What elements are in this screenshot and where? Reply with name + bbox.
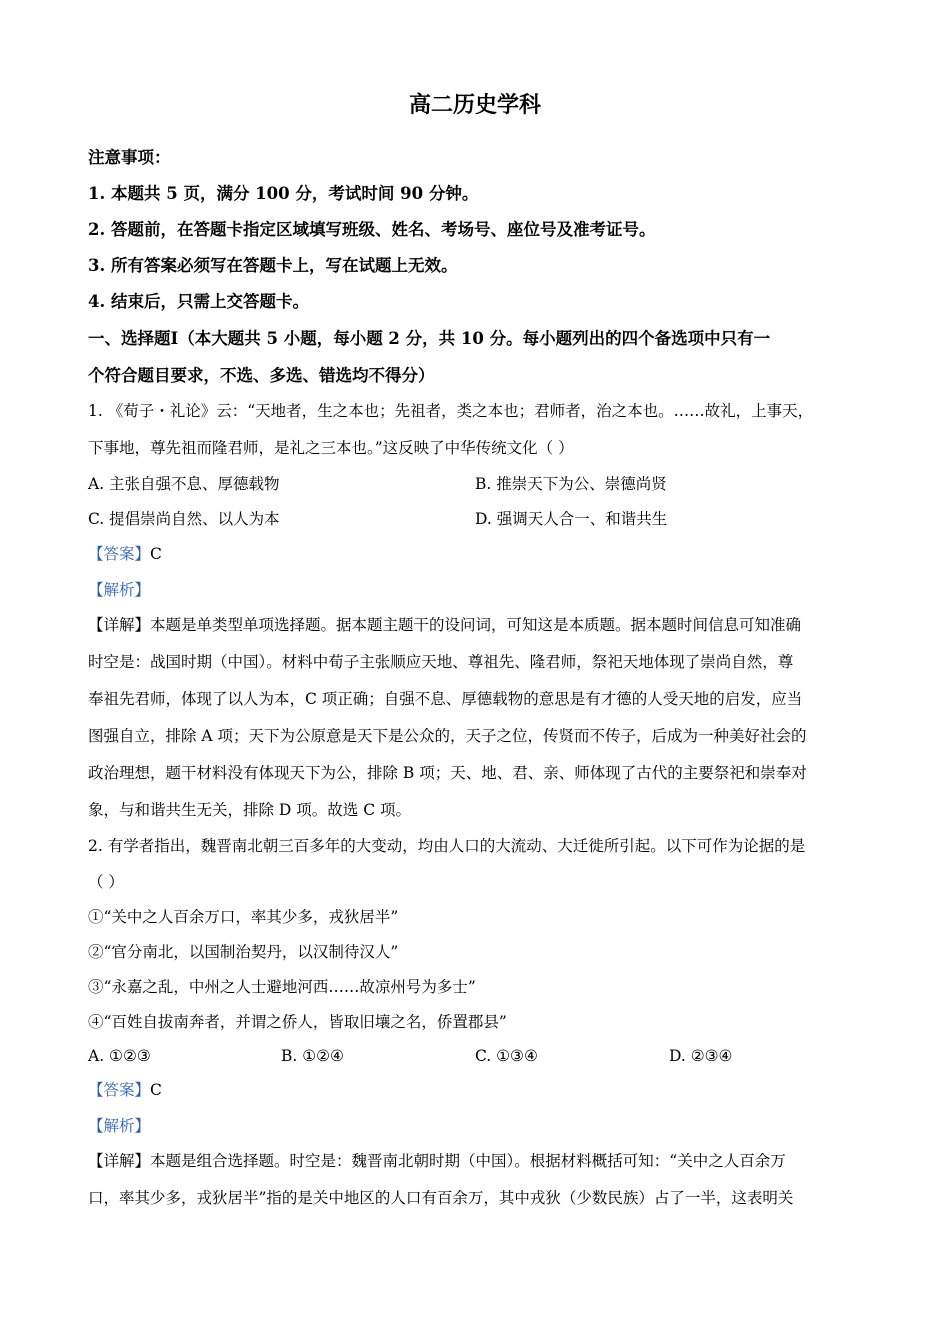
q2-option-b: B. ①②④: [281, 1047, 344, 1065]
q1-detail-line-6: 象，与和谐共生无关，排除 D 项。故选 C 项。: [88, 801, 411, 819]
q1-answer: C: [150, 545, 162, 563]
q2-option-c: C. ①③④: [475, 1047, 538, 1065]
q1-detail-text-1: 本题是单类型单项选择题。据本题主题干的设问词，可知这是本质题。据本题时间信息可知准确: [150, 616, 802, 634]
q2-analysis-tag: 【解析】: [88, 1117, 151, 1135]
q2-item-4: ④“百姓自拔南奔者，并谓之侨人，皆取旧壤之名，侨置郡县”: [88, 1013, 507, 1031]
q2-item-3: ③“永嘉之乱，中州之人士避地河西……故凉州号为多士”: [88, 978, 476, 996]
q2-item-1: ①“关中之人百余万口，率其少多，戎狄居半”: [88, 908, 399, 926]
q1-answer-tag: 【答案】: [88, 545, 151, 563]
q1-detail-line-4: 图强自立，排除 A 项；天下为公原意是天下是公众的，天子之位，传贤而不传子，后成为一种美好社会的: [88, 727, 807, 745]
q1-stem-line-1: 1. 《荀子・礼论》云：“天地者，生之本也；先祖者，类之本也；君师者，治之本也。……故礼，上事天，: [88, 402, 814, 420]
q2-stem-line-1: 2. 有学者指出，魏晋南北朝三百多年的大变动，均由人口的大流动、大迁徙所引起。以下可作为论据的是: [88, 837, 806, 855]
q2-detail-tag: 【详解】: [88, 1152, 151, 1170]
section-heading-line-2: 个符合题目要求，不选、多选、错选均不得分）: [88, 366, 435, 385]
q1-analysis-tag: 【解析】: [88, 581, 151, 599]
q1-detail-line-3: 奉祖先君师，体现了以人为本，C 项正确；自强不息、厚德载物的意思是有才德的人受天地的启发，应当: [88, 690, 803, 708]
q1-option-c: C. 提倡崇尚自然、以人为本: [88, 510, 280, 528]
notice-heading: 注意事项：: [88, 148, 171, 167]
notice-item-1: 1. 本题共 5 页，满分 100 分，考试时间 90 分钟。: [88, 184, 479, 203]
q2-answer-row: [88, 1079, 864, 1101]
q1-detail-line-1: [88, 614, 864, 636]
q1-answer-row: [88, 543, 864, 565]
q1-stem-line-2: 下事地，尊先祖而隆君师，是礼之三本也。”这反映了中华传统文化（ ）: [88, 439, 574, 457]
q2-option-d: D. ②③④: [669, 1047, 733, 1065]
notice-item-4: 4. 结束后，只需上交答题卡。: [88, 292, 309, 311]
q2-answer-tag: 【答案】: [88, 1081, 151, 1099]
q2-option-a: A. ①②③: [88, 1047, 151, 1065]
q1-detail-tag: 【详解】: [88, 616, 151, 634]
q2-stem-line-2: （ ）: [88, 873, 124, 891]
q2-detail-line-2: 口，率其少多，戎狄居半”指的是关中地区的人口有百余万，其中戎狄（少数民族）占了一半，这表明关: [88, 1189, 794, 1207]
section-heading-line-1: 一、选择题Ⅰ（本大题共 5 小题，每小题 2 分，共 10 分。每小题列出的四个备选项中只有一: [88, 329, 771, 348]
notice-item-3: 3. 所有答案必须写在答题卡上，写在试题上无效。: [88, 256, 458, 275]
q2-detail-text-1: 本题是组合选择题。时空是：魏晋南北朝时期（中国）。根据材料概括可知：“关中之人百余万: [150, 1152, 786, 1170]
q2-item-2: ②“官分南北，以国制治契丹，以汉制待汉人”: [88, 943, 399, 961]
q1-option-b: B. 推崇天下为公、崇德尚贤: [475, 475, 667, 493]
notice-item-2: 2. 答题前，在答题卡指定区域填写班级、姓名、考场号、座位号及准考证号。: [88, 220, 656, 239]
q1-option-a: A. 主张自强不息、厚德载物: [88, 475, 280, 493]
q1-detail-line-2: 时空是：战国时期（中国）。材料中荀子主张顺应天地、尊祖先、隆君师，祭祀天地体现了崇尚自然，尊: [88, 653, 794, 671]
page-title: 高二历史学科: [408, 92, 541, 118]
q2-detail-line-1: [88, 1150, 864, 1172]
q1-option-d: D. 强调天人合一、和谐共生: [475, 510, 668, 528]
q1-detail-line-5: 政治理想，题干材料没有体现天下为公，排除 B 项；天、地、君、亲、师体现了古代的主要祭祀和崇奉对: [88, 764, 807, 782]
q2-answer: C: [150, 1081, 162, 1099]
